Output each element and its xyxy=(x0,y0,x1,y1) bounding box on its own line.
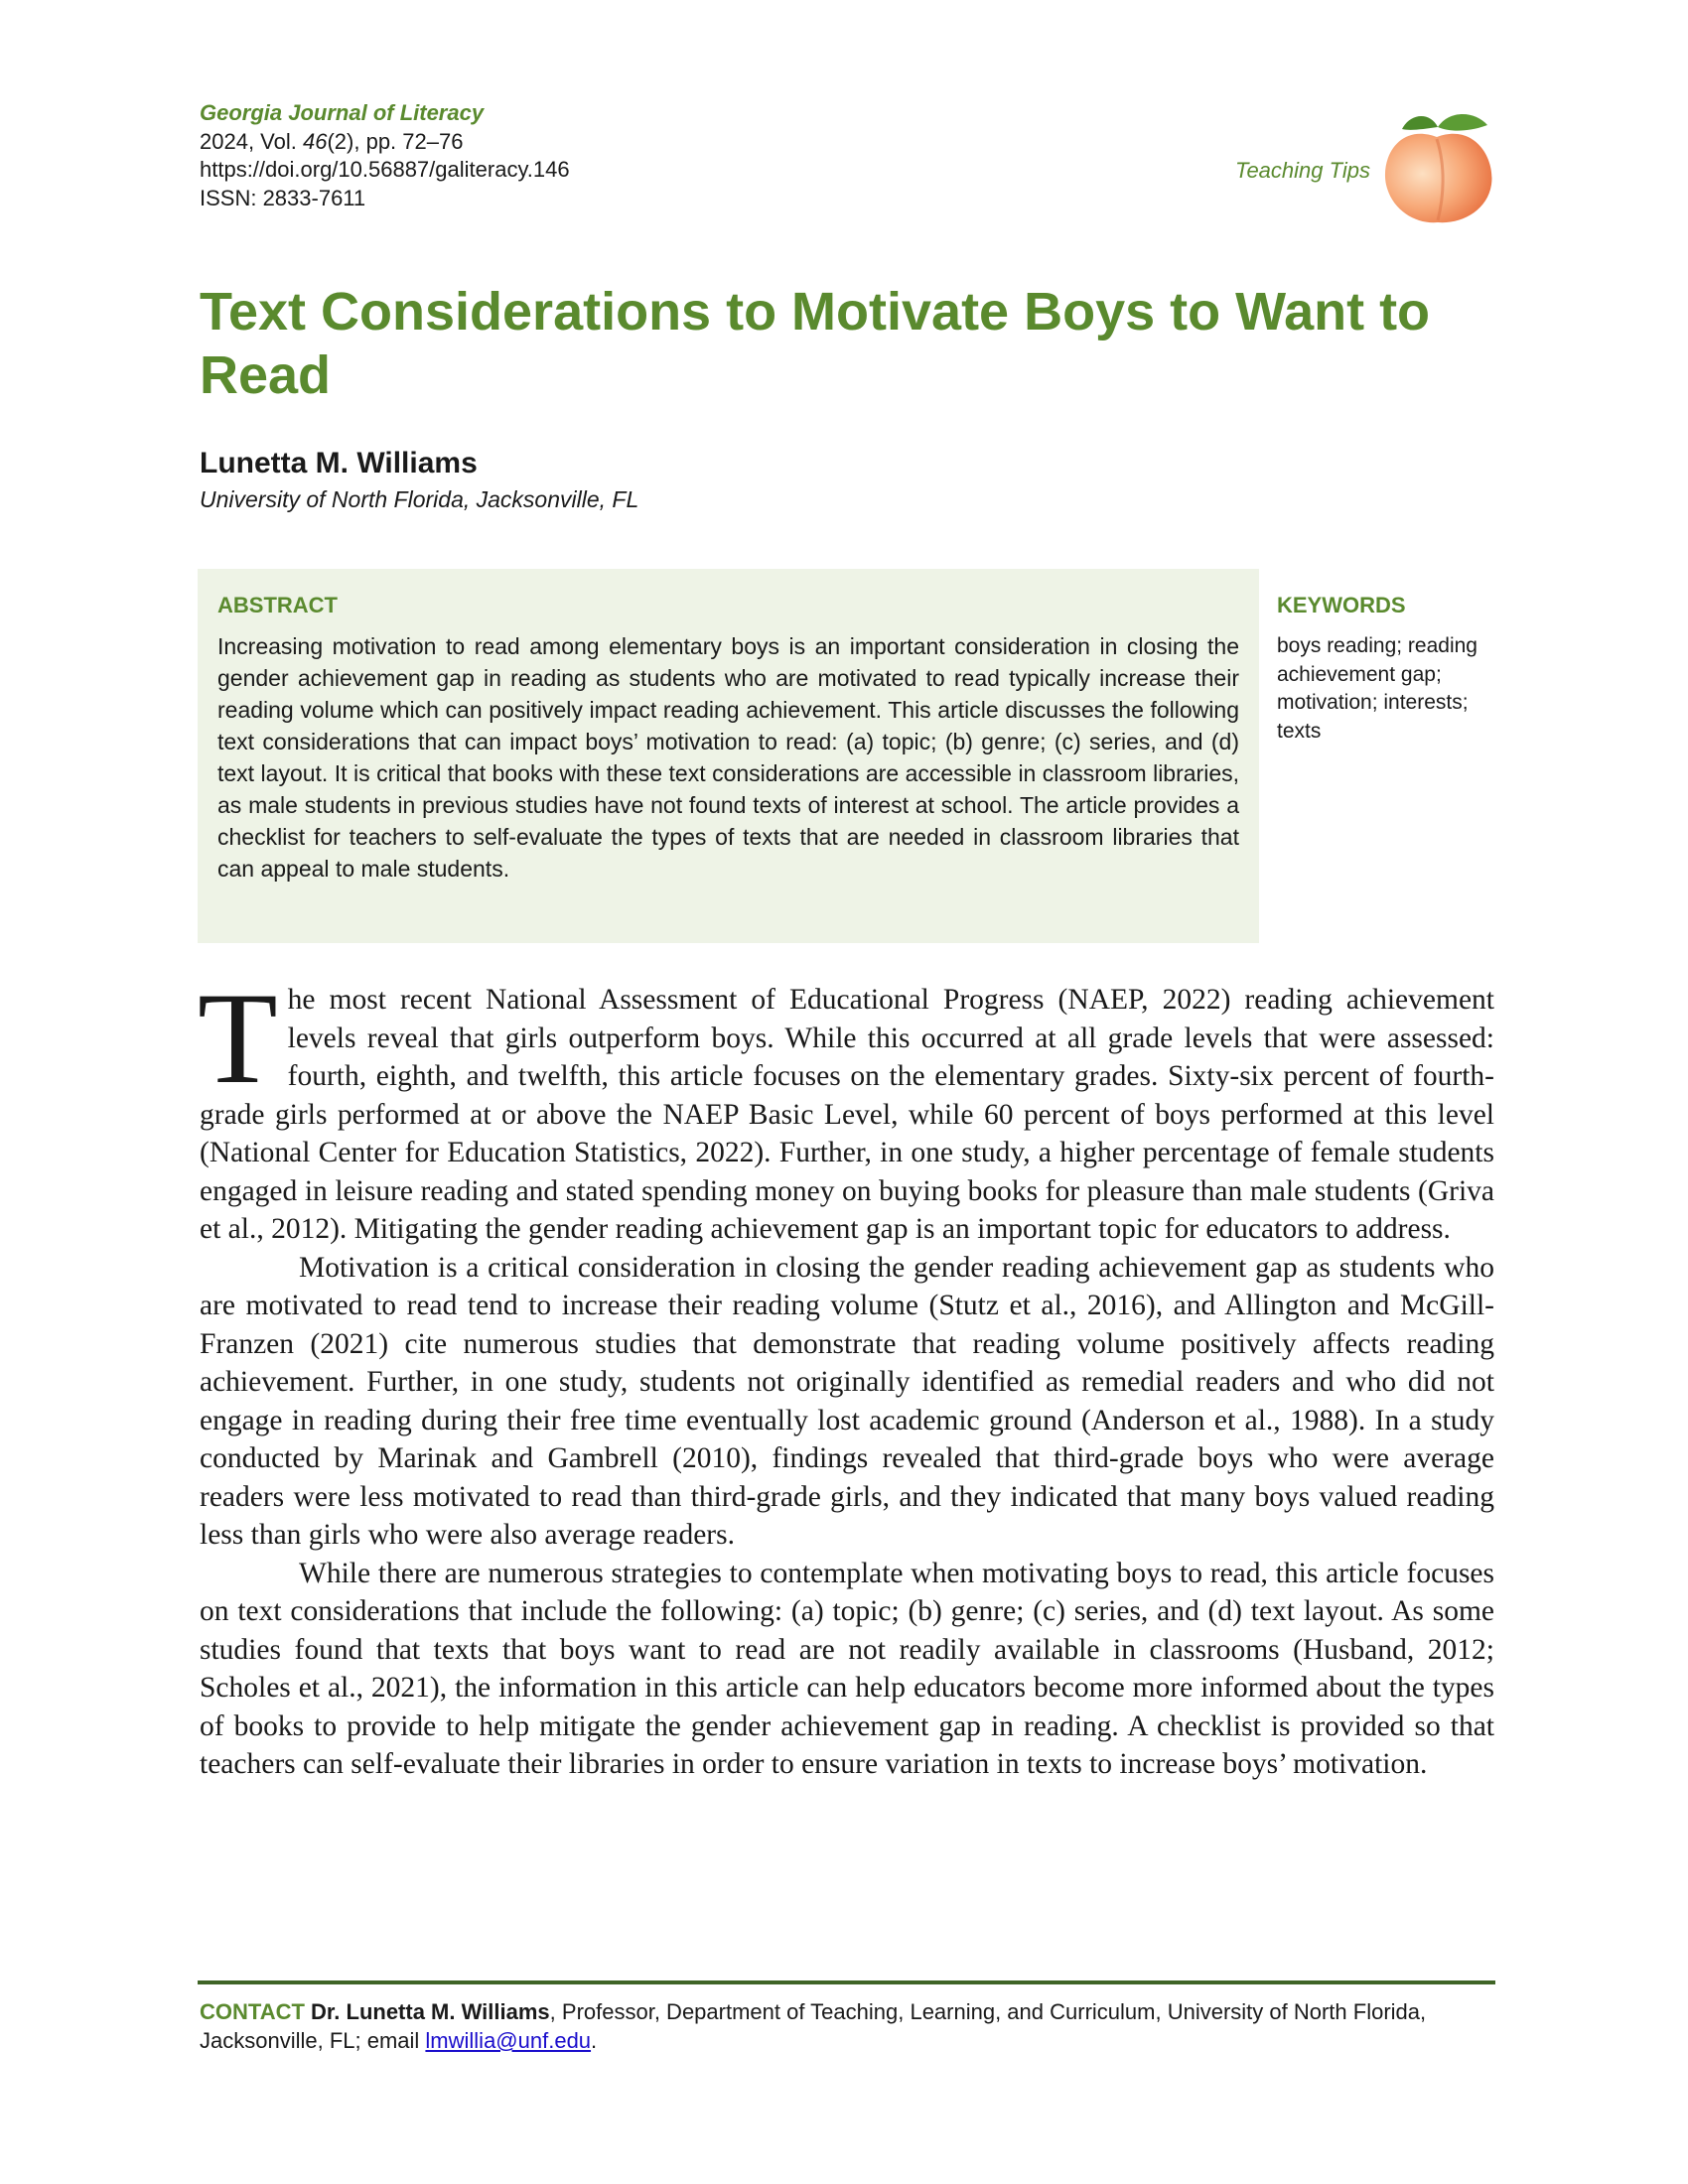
keywords-text: boys reading; reading achievement gap; motivation; interests; texts xyxy=(1277,634,1477,743)
issn-text: ISSN: 2833-7611 xyxy=(200,185,366,210)
author-name: Lunetta M. Williams xyxy=(200,447,478,479)
paragraph-1 xyxy=(198,965,1494,1249)
author-affiliation: University of North Florida, Jacksonville, FL xyxy=(200,486,639,512)
contact-name: Dr. Lunetta M. Williams xyxy=(311,1999,550,2024)
journal-header xyxy=(200,99,570,212)
contact-email-link[interactable]: lmwillia@unf.edu xyxy=(425,2028,592,2053)
paragraph-1-text: he most recent National Assessment of Educational Progress (NAEP, 2022) reading achievement levels reveal that girls outperform boys. While this occurred at all grade levels that were assessed: fourth, eighth, and twelfth, this article focuses on the elementary grades. Sixty-six percent of fourth-grade girls performed at or above the NAEP Basic Level, while 60 percent of boys performed at this level (National Center for Education Statistics, 2022). Further, in one study, a higher percentage of female students engaged in leisure reading and stated spending money on buying books for pleasure than male students (Griva et al., 2012). Mitigating the gender reading achievement gap is an important topic for educators to address. xyxy=(200,984,1494,1245)
abstract-label: ABSTRACT xyxy=(217,593,338,617)
section-label: Teaching Tips xyxy=(1235,158,1370,183)
keywords-box xyxy=(1277,593,1505,746)
abstract-box xyxy=(198,569,1259,943)
paragraph-3: While there are numerous strategies to contemplate when motivating boys to read, this article focuses on text considerations that include the following: (a) topic; (b) genre; (c) series, and (d) text layout. As some studies found that texts that boys want to read are not readily available in classrooms (Husband, 2012; Scholes et al., 2021), the information in this article can help educators become more informed about the types of books to provide to help mitigate the gender achievement gap in reading. A checklist is provided so that teachers can self-evaluate their libraries in order to ensure variation in texts to increase boys’ motivation. xyxy=(200,1557,1494,1780)
contact-end: . xyxy=(591,2028,598,2053)
drop-cap: T xyxy=(198,965,278,1111)
article-body xyxy=(198,965,1494,1784)
volume-number: 46 xyxy=(302,128,328,154)
journal-name: Georgia Journal of Literacy xyxy=(200,100,485,125)
paragraph-2: Motivation is a critical consideration in closing the gender reading achievement gap as students who are motivated to read tend to increase their reading volume (Stutz et al., 2016), and Allington and McGill-Franzen (2021) cite numerous studies that demonstrate that reading volume positively affects reading achievement. Further, in one study, students not originally identified as remedial readers and who did not engage in reading during their free time eventually lost academic ground (Anderson et al., 1988). In a study conducted by Marinak and Gambrell (2010), findings revealed that third-grade boys who were average readers were less motivated to read than third-grade girls, and they indicated that many boys valued reading less than girls who were also average readers. xyxy=(200,1251,1494,1551)
contact-footnote xyxy=(200,1997,1495,2055)
doi-text: https://doi.org/10.56887/galiteracy.146 xyxy=(200,157,570,182)
volume-pages: (2), pp. 72–76 xyxy=(327,128,464,154)
contact-details: , Professor, Department of Teaching, Learning, and Curriculum, University of North Florida, Jacksonville, FL; email xyxy=(200,1999,1427,2053)
contact-label: CONTACT xyxy=(200,1999,305,2024)
abstract-text: Increasing motivation to read among elementary boys is an important consideration in closing the gender achievement gap in reading as students who are motivated to read typically increase their reading volume which can positively impact reading achievement. This article discusses the following text considerations that can impact boys’ motivation to read: (a) topic; (b) genre; (c) series, and (d) text layout. It is critical that books with these text considerations are accessible in classroom libraries, as male students in previous studies have not found texts of interest at school. The article provides a checklist for teachers to self-evaluate the types of texts that are needed in classroom libraries that can appeal to male students. xyxy=(217,633,1239,882)
peach-icon xyxy=(1380,107,1494,226)
volume-prefix: 2024, Vol. xyxy=(200,128,303,154)
volume-info xyxy=(200,128,570,157)
footer-rule xyxy=(198,1980,1495,1984)
article-title: Text Considerations to Motivate Boys to Want to Read xyxy=(200,282,1431,405)
keywords-label: KEYWORDS xyxy=(1277,593,1406,617)
